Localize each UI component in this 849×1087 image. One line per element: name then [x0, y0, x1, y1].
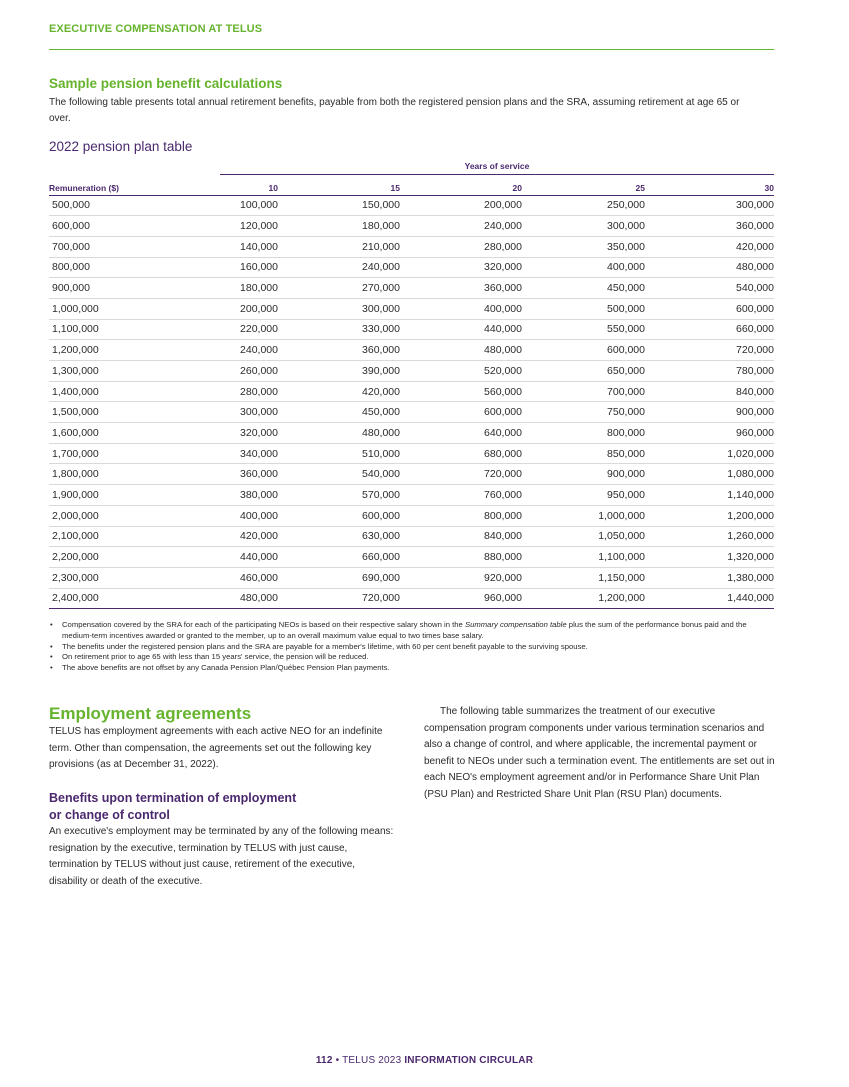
benefit-cell: 330,000 — [278, 319, 400, 340]
column-header: 30 — [645, 177, 774, 195]
remuneration-cell: 1,200,000 — [49, 340, 220, 361]
footer-bullet: • — [335, 1055, 340, 1066]
table-notes — [49, 620, 774, 674]
benefit-cell: 1,440,000 — [645, 588, 774, 609]
table-row — [49, 588, 774, 609]
benefit-cell: 220,000 — [220, 319, 278, 340]
remuneration-cell: 1,600,000 — [49, 423, 220, 444]
table-row — [49, 236, 774, 257]
benefit-cell: 660,000 — [645, 319, 774, 340]
pension-table — [49, 177, 774, 609]
benefit-cell: 180,000 — [220, 278, 278, 299]
termination-text: An executive's employment may be terminated by any of the following means: resignation by the executive, termination by TELUS with just cause, termination by TELUS without just cause, retirement of the executive, disability or death of the executive. — [49, 826, 394, 887]
benefit-cell: 400,000 — [522, 257, 645, 278]
benefit-cell: 400,000 — [220, 505, 278, 526]
benefit-cell: 270,000 — [278, 278, 400, 299]
table-title: 2022 pension plan table — [49, 139, 193, 154]
benefit-cell: 520,000 — [400, 361, 522, 382]
column-header: Remuneration ($) — [49, 177, 220, 195]
termination-summary-text: The following table summarizes the treatment of our executive compensation program components under various termination scenarios and also a change of control, and where applicable, the incremental payment or benefit to NEOs under such a termination event. The entitlements are set out in each NEO's employment agreement and/or in Performance Share Unit Plan (PSU Plan) and Restricted Share Unit Plan (RSU Plan) documents. — [424, 706, 775, 800]
benefit-cell: 180,000 — [278, 216, 400, 237]
note-item: • On retirement prior to age 65 with less than 15 years' service, the pension will be reduced. — [49, 652, 774, 663]
benefit-cell: 510,000 — [278, 443, 400, 464]
table-row — [49, 567, 774, 588]
benefit-cell: 390,000 — [278, 361, 400, 382]
benefit-cell: 120,000 — [220, 216, 278, 237]
note-item: • The benefits under the registered pension plans and the SRA are payable for a member's lifetime, with 60 per cent benefit payable to the surviving spouse. — [49, 642, 774, 653]
table-row — [49, 298, 774, 319]
benefit-cell: 840,000 — [645, 381, 774, 402]
benefit-cell: 260,000 — [220, 361, 278, 382]
benefit-cell: 300,000 — [220, 402, 278, 423]
benefit-cell: 440,000 — [400, 319, 522, 340]
footer-doc-title: INFORMATION CIRCULAR — [404, 1055, 534, 1066]
benefit-cell: 1,000,000 — [522, 505, 645, 526]
benefit-cell: 1,200,000 — [522, 588, 645, 609]
benefit-cell: 900,000 — [645, 402, 774, 423]
years-of-service-label: Years of service — [464, 161, 530, 171]
benefit-cell: 210,000 — [278, 236, 400, 257]
benefit-cell: 350,000 — [522, 236, 645, 257]
table-row — [49, 485, 774, 506]
table-row — [49, 505, 774, 526]
remuneration-cell: 1,000,000 — [49, 298, 220, 319]
page-footer — [0, 1055, 849, 1066]
benefit-cell: 400,000 — [400, 298, 522, 319]
header-rule — [49, 49, 774, 50]
remuneration-cell: 700,000 — [49, 236, 220, 257]
table-row — [49, 361, 774, 382]
benefit-cell: 280,000 — [220, 381, 278, 402]
benefit-cell: 570,000 — [278, 485, 400, 506]
benefit-cell: 360,000 — [278, 340, 400, 361]
benefit-cell: 540,000 — [645, 278, 774, 299]
benefit-cell: 450,000 — [278, 402, 400, 423]
benefit-cell: 720,000 — [400, 464, 522, 485]
benefit-cell: 720,000 — [645, 340, 774, 361]
table-row — [49, 423, 774, 444]
remuneration-cell: 500,000 — [49, 195, 220, 216]
benefit-cell: 550,000 — [522, 319, 645, 340]
benefit-cell: 450,000 — [522, 278, 645, 299]
benefit-cell: 660,000 — [278, 547, 400, 568]
benefit-cell: 690,000 — [278, 567, 400, 588]
table-row — [49, 319, 774, 340]
benefit-cell: 240,000 — [278, 257, 400, 278]
remuneration-cell: 1,100,000 — [49, 319, 220, 340]
remuneration-cell: 2,200,000 — [49, 547, 220, 568]
benefit-cell: 1,140,000 — [645, 485, 774, 506]
benefit-cell: 960,000 — [645, 423, 774, 444]
benefit-cell: 150,000 — [278, 195, 400, 216]
benefit-cell: 600,000 — [400, 402, 522, 423]
remuneration-cell: 1,700,000 — [49, 443, 220, 464]
benefit-cell: 560,000 — [400, 381, 522, 402]
benefit-cell: 840,000 — [400, 526, 522, 547]
pension-intro: The following table presents total annual retirement benefits, payable from both the registered pension plans and the SRA, assuming retirement at age 65 or over. — [49, 97, 740, 124]
benefit-cell: 140,000 — [220, 236, 278, 257]
benefit-cell: 850,000 — [522, 443, 645, 464]
table-row — [49, 526, 774, 547]
remuneration-cell: 2,300,000 — [49, 567, 220, 588]
remuneration-cell: 1,900,000 — [49, 485, 220, 506]
remuneration-cell: 600,000 — [49, 216, 220, 237]
table-row — [49, 216, 774, 237]
note-reference: Summary compensation table — [464, 620, 567, 629]
benefit-cell: 500,000 — [522, 298, 645, 319]
table-row — [49, 278, 774, 299]
section-header: EXECUTIVE COMPENSATION AT TELUS — [49, 23, 263, 35]
benefit-cell: 950,000 — [522, 485, 645, 506]
benefit-cell: 800,000 — [400, 505, 522, 526]
benefit-cell: 1,150,000 — [522, 567, 645, 588]
employment-heading: Employment agreements — [49, 704, 252, 723]
remuneration-cell: 2,400,000 — [49, 588, 220, 609]
remuneration-cell: 900,000 — [49, 278, 220, 299]
page-number: 112 — [315, 1055, 333, 1066]
benefit-cell: 320,000 — [400, 257, 522, 278]
benefit-cell: 360,000 — [220, 464, 278, 485]
note-item: • Compensation covered by the SRA for each of the participating NEOs is based on their respective salary shown in the Summary compensation table plus the sum of the performance bonus paid and the medium-term incentives awarded or granted to the member, up to an overall maximum value equal to two times base salary. — [49, 620, 774, 642]
benefit-cell: 200,000 — [220, 298, 278, 319]
benefit-cell: 600,000 — [522, 340, 645, 361]
benefit-cell: 780,000 — [645, 361, 774, 382]
remuneration-cell: 1,300,000 — [49, 361, 220, 382]
benefit-cell: 540,000 — [278, 464, 400, 485]
benefit-cell: 720,000 — [278, 588, 400, 609]
remuneration-cell: 800,000 — [49, 257, 220, 278]
benefit-cell: 640,000 — [400, 423, 522, 444]
column-header: 10 — [220, 177, 278, 195]
column-header: 20 — [400, 177, 522, 195]
benefit-cell: 800,000 — [522, 423, 645, 444]
remuneration-cell: 1,400,000 — [49, 381, 220, 402]
benefit-cell: 1,260,000 — [645, 526, 774, 547]
benefit-cell: 420,000 — [220, 526, 278, 547]
table-row — [49, 402, 774, 423]
years-of-service-rule — [220, 174, 774, 175]
benefit-cell: 680,000 — [400, 443, 522, 464]
benefit-cell: 600,000 — [278, 505, 400, 526]
benefit-cell: 280,000 — [400, 236, 522, 257]
benefit-cell: 960,000 — [400, 588, 522, 609]
benefit-cell: 900,000 — [522, 464, 645, 485]
benefit-cell: 1,100,000 — [522, 547, 645, 568]
benefit-cell: 1,020,000 — [645, 443, 774, 464]
benefit-cell: 880,000 — [400, 547, 522, 568]
benefit-cell: 650,000 — [522, 361, 645, 382]
remuneration-cell: 1,500,000 — [49, 402, 220, 423]
benefit-cell: 480,000 — [278, 423, 400, 444]
benefits-heading: Benefits upon termination of employment or change of control — [49, 791, 297, 822]
employment-intro: TELUS has employment agreements with each active NEO for an indefinite term. Other than compensation, the agreements set out the following key provisions (as at December 31, 2022). — [49, 726, 383, 771]
benefit-cell: 480,000 — [645, 257, 774, 278]
note-item: • The above benefits are not offset by any Canada Pension Plan/Québec Pension Plan payments. — [49, 663, 774, 674]
benefit-cell: 160,000 — [220, 257, 278, 278]
benefit-cell: 1,320,000 — [645, 547, 774, 568]
benefit-cell: 250,000 — [522, 195, 645, 216]
benefit-cell: 300,000 — [645, 195, 774, 216]
benefit-cell: 240,000 — [220, 340, 278, 361]
benefit-cell: 420,000 — [278, 381, 400, 402]
table-row — [49, 381, 774, 402]
benefit-cell: 460,000 — [220, 567, 278, 588]
benefit-cell: 1,080,000 — [645, 464, 774, 485]
table-row — [49, 257, 774, 278]
table-body — [49, 195, 774, 609]
benefit-cell: 630,000 — [278, 526, 400, 547]
table-row — [49, 340, 774, 361]
benefit-cell: 380,000 — [220, 485, 278, 506]
benefit-cell: 320,000 — [220, 423, 278, 444]
table-row — [49, 195, 774, 216]
remuneration-cell: 2,000,000 — [49, 505, 220, 526]
table-row — [49, 547, 774, 568]
benefit-cell: 920,000 — [400, 567, 522, 588]
column-header: 15 — [278, 177, 400, 195]
benefit-cell: 480,000 — [220, 588, 278, 609]
benefit-cell: 700,000 — [522, 381, 645, 402]
remuneration-cell: 2,100,000 — [49, 526, 220, 547]
benefit-cell: 360,000 — [645, 216, 774, 237]
benefit-cell: 1,380,000 — [645, 567, 774, 588]
benefit-cell: 420,000 — [645, 236, 774, 257]
benefit-cell: 360,000 — [400, 278, 522, 299]
benefit-cell: 440,000 — [220, 547, 278, 568]
pension-heading: Sample pension benefit calculations — [49, 76, 283, 91]
benefit-cell: 300,000 — [278, 298, 400, 319]
benefit-cell: 100,000 — [220, 195, 278, 216]
benefit-cell: 600,000 — [645, 298, 774, 319]
remuneration-cell: 1,800,000 — [49, 464, 220, 485]
benefit-cell: 200,000 — [400, 195, 522, 216]
benefit-cell: 1,200,000 — [645, 505, 774, 526]
benefit-cell: 760,000 — [400, 485, 522, 506]
benefit-cell: 240,000 — [400, 216, 522, 237]
benefit-cell: 300,000 — [522, 216, 645, 237]
benefit-cell: 480,000 — [400, 340, 522, 361]
table-row — [49, 443, 774, 464]
benefit-cell: 750,000 — [522, 402, 645, 423]
benefit-cell: 340,000 — [220, 443, 278, 464]
table-row — [49, 464, 774, 485]
column-header: 25 — [522, 177, 645, 195]
table-header-row — [49, 177, 774, 195]
footer-publication: TELUS 2023 — [342, 1055, 402, 1066]
benefit-cell: 1,050,000 — [522, 526, 645, 547]
